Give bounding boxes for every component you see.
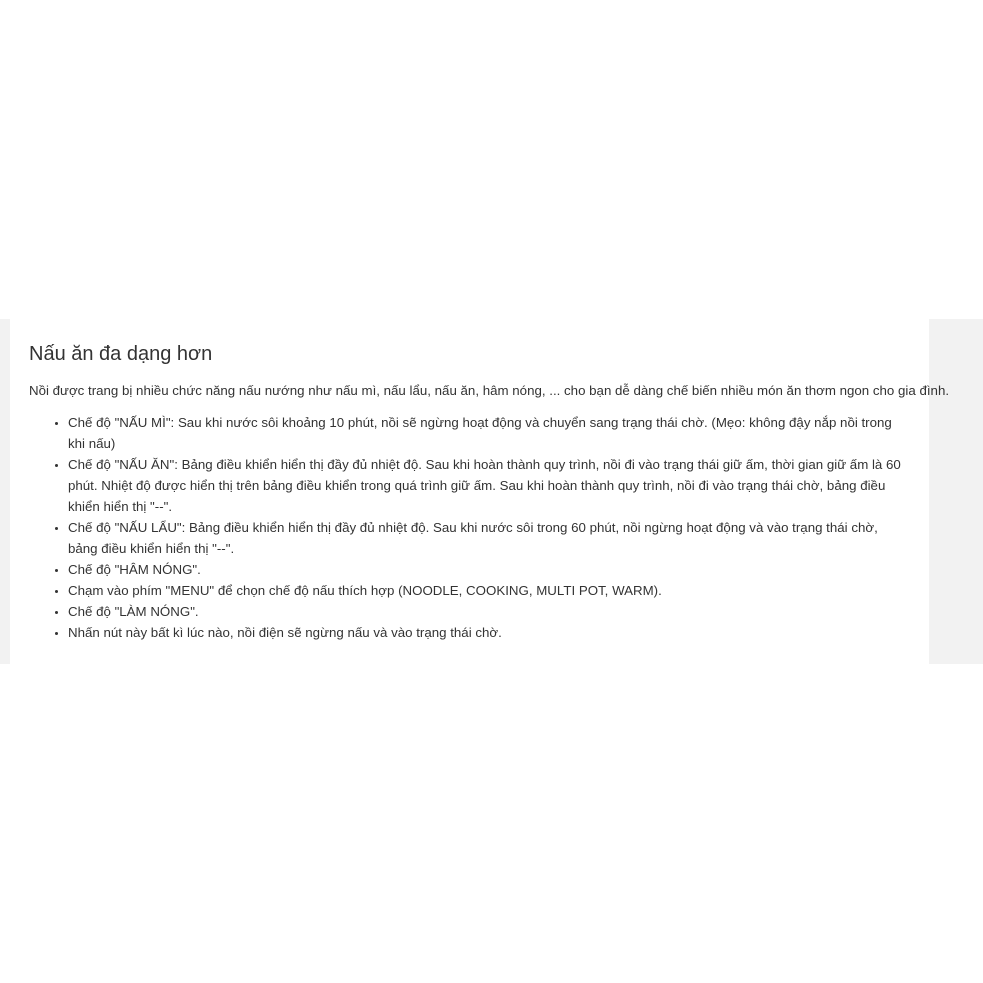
section-title: Nấu ăn đa dạng hơn	[29, 343, 213, 365]
feature-item-nau-an: • Chế độ "NẤU ĂN": Bảng điều khiển hiển thị đầy đủ nhiệt độ. Sau khi hoàn thành quy trình, nồi đi vào trạng thái giữ ấm, thời gian giữ ấm là 60 phút. Nhiệt độ được hiển thị trên bảng điều khiển trong quá trình giữ ấm. Sau khi hoàn thành quy trình, nồi đi vào trạng thái chờ, bảng điều khiển hiển thị "--".	[68, 454, 910, 517]
feature-item-lam-nong: • Chế độ "LÀM NÓNG".	[68, 601, 910, 622]
content-panel	[10, 319, 950, 664]
section-intro: Nồi được trang bị nhiều chức năng nấu nướng như nấu mì, nấu lẩu, nấu ăn, hâm nóng, ... cho bạn dễ dàng chế biến nhiều món ăn thơm ngon cho gia đình.	[29, 383, 950, 398]
feature-item-nau-mi: • Chế độ "NẤU MÌ": Sau khi nước sôi khoảng 10 phút, nồi sẽ ngừng hoạt động và chuyển sang trạng thái chờ. (Mẹo: không đậy nắp nồi trong khi nấu)	[68, 412, 910, 454]
feature-item-ham-nong: • Chế độ "HÂM NÓNG".	[68, 559, 910, 580]
feature-item-menu-key: • Chạm vào phím "MENU" để chọn chế độ nấu thích hợp (NOODLE, COOKING, MULTI POT, WARM).	[68, 580, 910, 601]
feature-item-nau-lau: • Chế độ "NẤU LẨU": Bảng điều khiển hiển thị đầy đủ nhiệt độ. Sau khi nước sôi trong 60 phút, nồi ngừng hoạt động và vào trạng thái chờ, bảng điều khiển hiển thị "--".	[68, 517, 910, 559]
feature-item-stop-button: • Nhấn nút này bất kì lúc nào, nồi điện sẽ ngừng nấu và vào trạng thái chờ.	[68, 622, 910, 643]
feature-list	[68, 412, 910, 643]
